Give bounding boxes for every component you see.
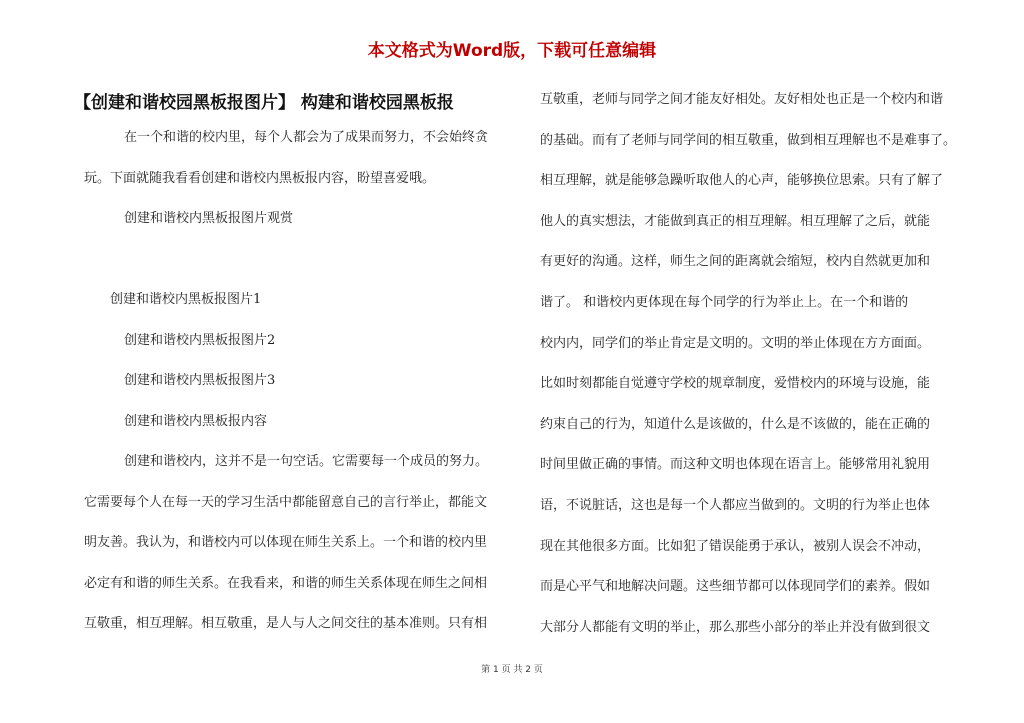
paragraph-line: 创建和谐校内黑板报图片观赏 xyxy=(124,211,294,226)
paragraph-line: 时间里做正确的事情。而这种文明也体现在语言上。能够常用礼貌用 xyxy=(540,457,931,473)
paragraph-line: 现在其他很多方面。比如犯了错误能勇于承认，被别人误会不冲动， xyxy=(540,538,931,554)
article-title: 【创建和谐校园黑板报图片】 构建和谐校园黑板报 xyxy=(74,93,454,113)
paragraph-line: 而是心平气和地解决问题。这些细节都可以体现同学们的素养。假如 xyxy=(540,579,931,595)
paragraph-line: 在一个和谐的校内里，每个人都会为了成果而努力，不会始终贪 xyxy=(124,130,489,145)
paragraph-line: 他人的真实想法，才能做到真正的相互理解。相互理解了之后，就能 xyxy=(540,213,931,229)
right-column xyxy=(540,80,970,648)
format-notice-banner: 本文格式为Word版，下载可任意编辑 xyxy=(367,41,657,61)
paragraph-line: 相互理解，就是能够急躁听取他人的心声，能够换位思索。只有了解了 xyxy=(540,173,944,189)
paragraph-line: 有更好的沟通。这样，师生之间的距离就会缩短，校内自然就更加和 xyxy=(540,254,931,270)
paragraph-line: 校内内，同学们的举止肯定是文明的。文明的举止体现在方方面面。 xyxy=(540,335,931,351)
paragraph-line: 必定有和谐的师生关系。在我看来，和谐的师生关系体现在师生之间相 xyxy=(84,575,488,591)
paragraph-line: 玩。下面就随我看看创建和谐校内黑板报内容，盼望喜爱哦。 xyxy=(84,170,436,186)
paragraph-line: 谐了。 和谐校内更体现在每个同学的行为举止上。在一个和谐的 xyxy=(540,294,909,310)
paragraph-line: 创建和谐校内，这并不是一句空话。它需要每一个成员的努力。 xyxy=(124,454,489,469)
paragraph-line: 语，不说脏话，这也是每一个人都应当做到的。文明的行为举止也体 xyxy=(540,497,931,513)
paragraph-line: 约束自己的行为，知道什么是该做的，什么是不该做的，能在正确的 xyxy=(540,416,931,432)
paragraph-line: 大部分人都能有文明的举止，那么那些小部分的举止并没有做到很文 xyxy=(540,619,931,635)
paragraph-line: 它需要每个人在每一天的学习生活中都能留意自己的言行举止，都能文 xyxy=(84,494,488,510)
paragraph-line: 互敬重，相互理解。相互敬重，是人与人之间交往的基本准则。只有相 xyxy=(84,616,488,631)
paragraph-line: 创建和谐校内黑板报图片2 xyxy=(124,332,276,348)
page-number-footer: 第 1 页 共 2 页 xyxy=(481,665,543,675)
image-placeholder-gap xyxy=(84,240,520,281)
paragraph-line: 明友善。我认为，和谐校内可以体现在师生关系上。一个和谐的校内里 xyxy=(84,535,488,550)
paragraph-line: 互敬重，老师与同学之间才能友好相处。友好相处也正是一个校内和谐 xyxy=(540,92,944,107)
paragraph-line: 创建和谐校内黑板报图片3 xyxy=(124,373,276,388)
paragraph-line: 比如时刻都能自觉遵守学校的规章制度，爱惜校内的环境与设施，能 xyxy=(540,376,931,392)
paragraph-line: 创建和谐校内黑板报内容 xyxy=(124,413,268,429)
paragraph-line: 创建和谐校内黑板报图片1 xyxy=(110,292,262,307)
left-column xyxy=(74,88,520,645)
paragraph-line: 的基础。而有了老师与同学间的相互敬重，做到相互理解也不是难事了。 xyxy=(540,132,957,148)
